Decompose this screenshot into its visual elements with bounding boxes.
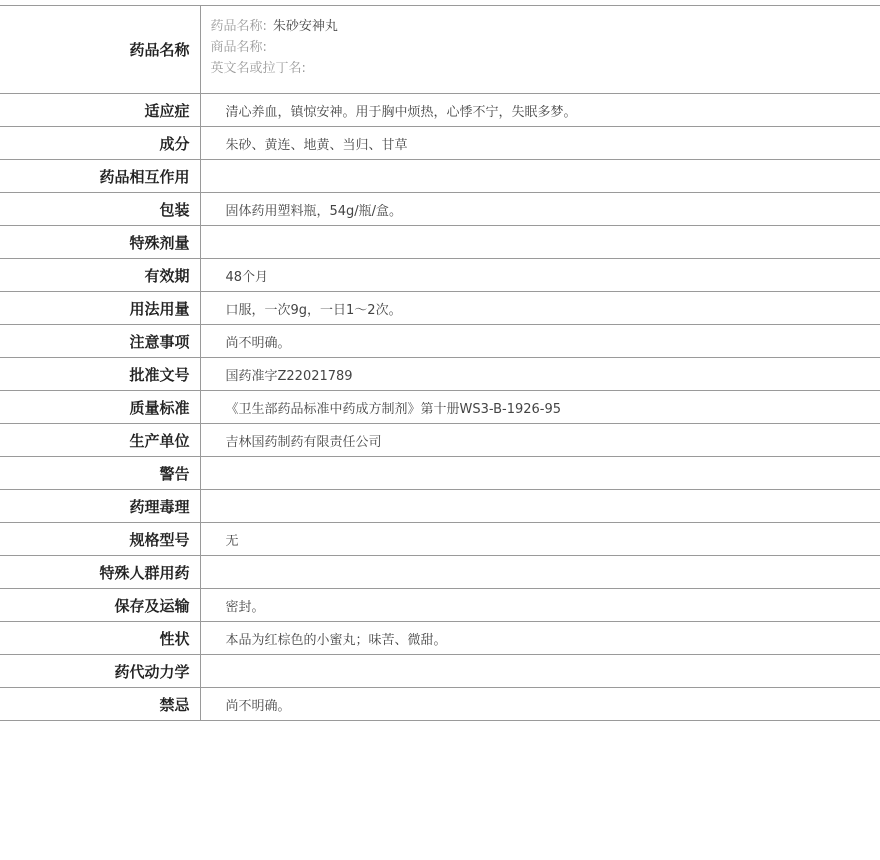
table-row — [0, 424, 880, 457]
row-value: 尚不明确。 — [200, 688, 880, 721]
trade-name-label: 商品名称: — [210, 40, 267, 55]
row-value: 无 — [200, 523, 880, 556]
drug-name-block — [200, 6, 880, 94]
row-label: 适应症 — [0, 94, 200, 127]
table-row-drug-name — [0, 6, 880, 94]
row-label: 生产单位 — [0, 424, 200, 457]
row-label: 质量标准 — [0, 391, 200, 424]
row-value: 清心养血，镇惊安神。用于胸中烦热，心悸不宁，失眠多梦。 — [200, 94, 880, 127]
table-row — [0, 325, 880, 358]
row-label: 性状 — [0, 622, 200, 655]
table-row — [0, 226, 880, 259]
latin-name-line — [211, 58, 880, 79]
row-label: 注意事项 — [0, 325, 200, 358]
row-label: 成分 — [0, 127, 200, 160]
table-row — [0, 457, 880, 490]
row-label: 禁忌 — [0, 688, 200, 721]
row-value — [200, 490, 880, 523]
row-label: 警告 — [0, 457, 200, 490]
table-row — [0, 688, 880, 721]
row-value: 吉林国药制药有限责任公司 — [200, 424, 880, 457]
row-label: 药品相互作用 — [0, 160, 200, 193]
row-value — [200, 655, 880, 688]
table-row — [0, 94, 880, 127]
table-row — [0, 391, 880, 424]
table-row — [0, 589, 880, 622]
latin-name-label: 英文名或拉丁名: — [210, 61, 306, 76]
row-label: 用法用量 — [0, 292, 200, 325]
row-value — [200, 160, 880, 193]
row-value — [200, 457, 880, 490]
row-label: 批准文号 — [0, 358, 200, 391]
table-row — [0, 160, 880, 193]
table-row — [0, 358, 880, 391]
drug-info-table-body — [0, 6, 880, 721]
row-label: 包装 — [0, 193, 200, 226]
row-label: 规格型号 — [0, 523, 200, 556]
table-row — [0, 193, 880, 226]
generic-name-value: 朱砂安神丸 — [272, 19, 338, 34]
row-value: 尚不明确。 — [200, 325, 880, 358]
row-value — [200, 556, 880, 589]
row-value: 固体药用塑料瓶，54g/瓶/盒。 — [200, 193, 880, 226]
row-value: 口服，一次9g，一日1～2次。 — [200, 292, 880, 325]
drug-info-table — [0, 5, 880, 721]
row-value: 48个月 — [200, 259, 880, 292]
table-row — [0, 622, 880, 655]
row-label: 保存及运输 — [0, 589, 200, 622]
row-value — [200, 226, 880, 259]
table-row — [0, 655, 880, 688]
table-row — [0, 127, 880, 160]
generic-name-line — [211, 16, 880, 37]
row-value: 密封。 — [200, 589, 880, 622]
table-row — [0, 556, 880, 589]
row-label: 有效期 — [0, 259, 200, 292]
row-value: 《卫生部药品标准中药成方制剂》第十册WS3-B-1926-95 — [200, 391, 880, 424]
row-label: 药理毒理 — [0, 490, 200, 523]
row-label: 药品名称 — [0, 6, 200, 94]
row-label: 药代动力学 — [0, 655, 200, 688]
table-row — [0, 259, 880, 292]
row-label: 特殊人群用药 — [0, 556, 200, 589]
row-value: 朱砂、黄连、地黄、当归、甘草 — [200, 127, 880, 160]
trade-name-line — [211, 37, 880, 58]
generic-name-label: 药品名称: — [210, 19, 267, 34]
table-row — [0, 292, 880, 325]
row-value: 本品为红棕色的小蜜丸；味苦、微甜。 — [200, 622, 880, 655]
table-row — [0, 490, 880, 523]
row-label: 特殊剂量 — [0, 226, 200, 259]
row-value: 国药准字Z22021789 — [200, 358, 880, 391]
table-row — [0, 523, 880, 556]
